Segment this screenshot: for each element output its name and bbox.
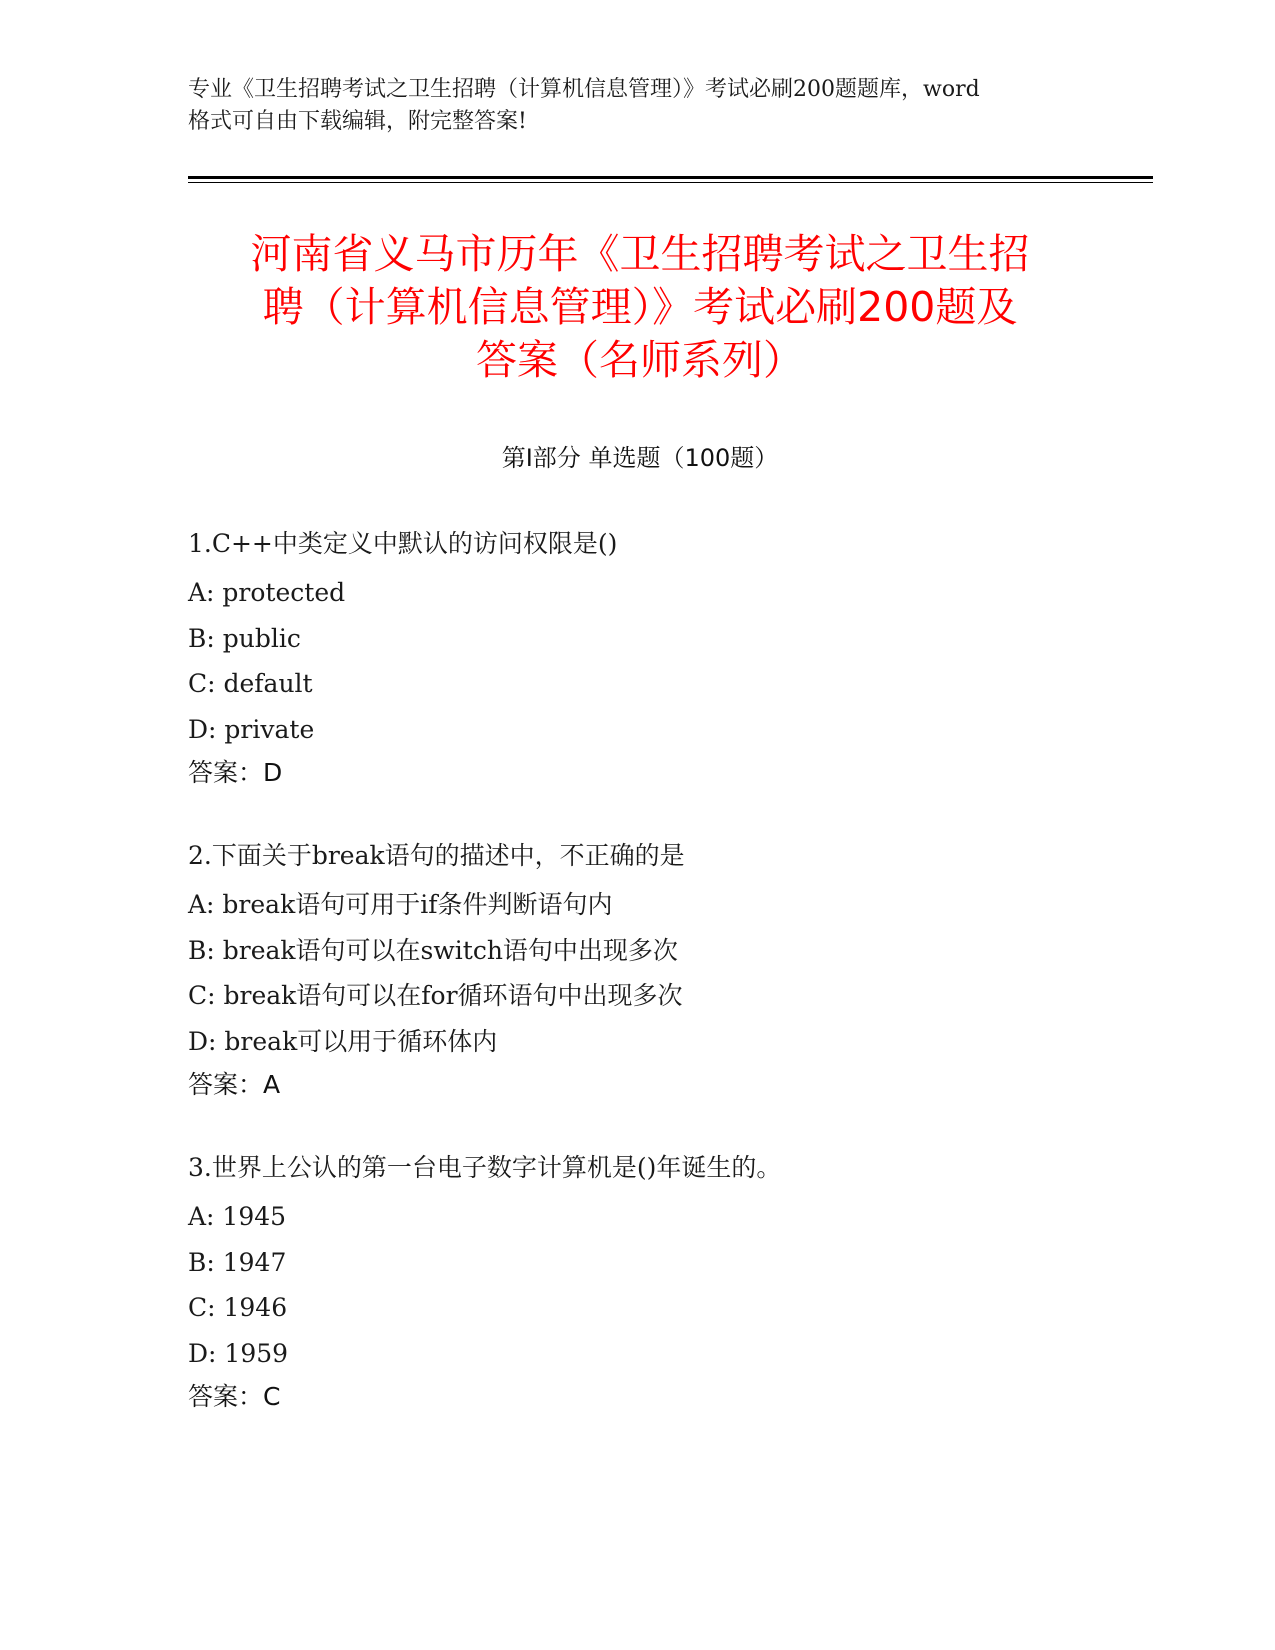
option-b: B: public: [188, 623, 301, 653]
document-title: [180, 228, 1100, 387]
option-a: A: 1945: [188, 1202, 287, 1231]
option-a: A: break语句可用于if条件判断语句内: [188, 890, 613, 919]
header-note-line-1: 专业《卫生招聘考试之卫生招聘（计算机信息管理）》考试必刷200题题库，word: [188, 77, 980, 102]
answer-line: 答案：A: [188, 1070, 281, 1099]
header-note-line-2: 格式可自由下载编辑，附完整答案!: [188, 109, 527, 134]
question-stem: 3.世界上公认的第一台电子数字计算机是()年诞生的。: [188, 1153, 782, 1182]
header-divider-thin: [188, 182, 1153, 183]
question-list: [188, 526, 1128, 1462]
document-title-line-2: 聘（计算机信息管理）》考试必刷200题及: [262, 283, 1018, 331]
option-d: D: break可以用于循环体内: [188, 1026, 498, 1056]
header-note: [188, 74, 1088, 138]
answer-line: 答案：C: [188, 1382, 281, 1411]
option-c: C: break语句可以在for循环语句中出现多次: [188, 981, 683, 1010]
answer-line: 答案：D: [188, 758, 283, 787]
question-stem: 2.下面关于break语句的描述中，不正确的是: [188, 841, 685, 870]
question-item: [188, 838, 1128, 1106]
option-c: C: default: [188, 669, 313, 698]
question-stem: 1.C++中类定义中默认的访问权限是(): [188, 529, 618, 558]
option-b: B: break语句可以在switch语句中出现多次: [188, 935, 678, 965]
document-title-line-3: 答案（名师系列）: [476, 336, 804, 384]
option-b: B: 1947: [188, 1247, 287, 1277]
option-c: C: 1946: [188, 1293, 288, 1322]
header-divider-thick: [188, 176, 1153, 179]
question-item: [188, 526, 1128, 794]
section-title: 第Ⅰ部分 单选题（100题）: [501, 444, 779, 472]
option-d: D: private: [188, 714, 315, 744]
document-title-line-1: 河南省义马市历年《卫生招聘考试之卫生招: [250, 230, 1030, 278]
option-d: D: 1959: [188, 1338, 289, 1368]
question-item: [188, 1150, 1128, 1418]
option-a: A: protected: [188, 578, 346, 607]
